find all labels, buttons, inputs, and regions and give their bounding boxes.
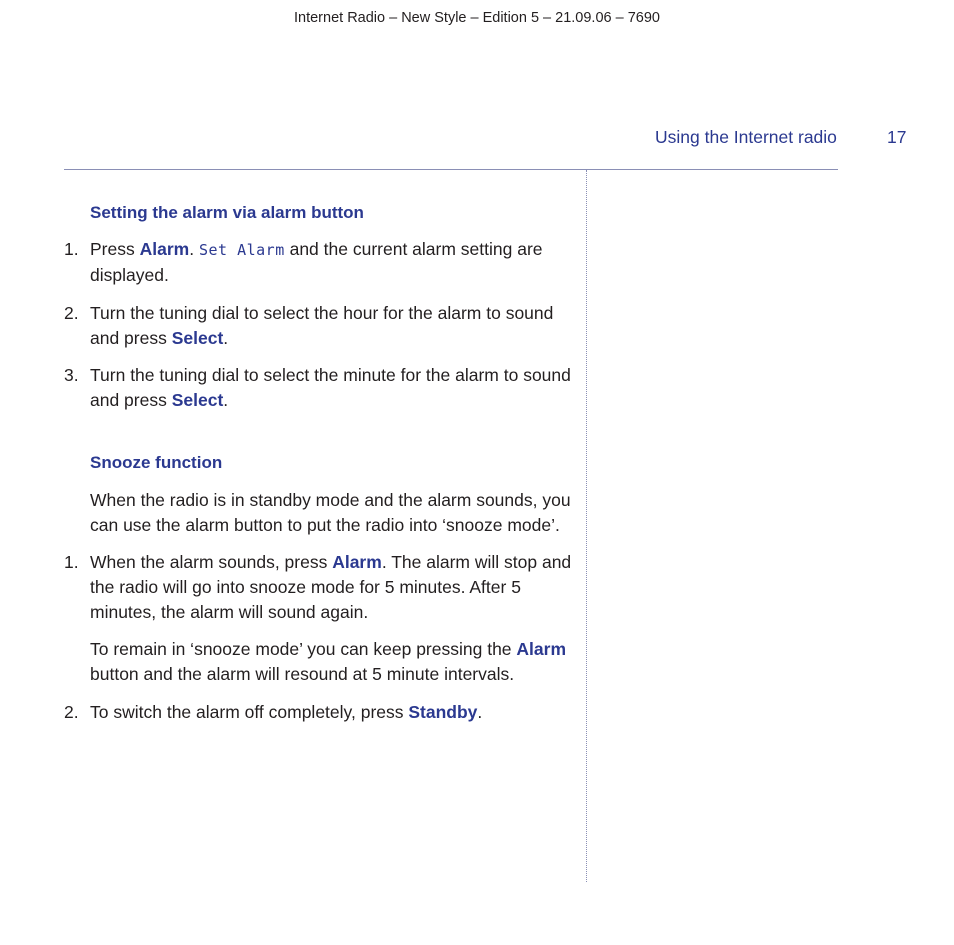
step-number: 2. [64,303,79,323]
display-text-set-alarm: Set Alarm [198,241,285,259]
alarm-step-2 [64,301,572,351]
step-text [90,550,572,625]
snooze-intro: When the radio is in standby mode and the alarm sounds, you can use the alarm button to put the radio into ‘snooze mode’. [90,490,571,535]
select-keyword: Select [171,390,224,410]
snooze-step-1 [64,550,572,625]
text-run: . [189,239,199,259]
text-run: To remain in ‘snooze mode’ you can keep pressing the [90,639,517,659]
step-text [90,301,572,351]
text-run: . [223,390,229,410]
main-column [64,200,572,725]
standby-keyword: Standby [408,702,478,722]
alarm-step-3 [64,363,572,413]
alarm-keyword: Alarm [139,239,190,259]
text-run: . [223,328,229,348]
step-text [90,700,572,725]
step-text [90,237,572,288]
snooze-heading: Snooze function [90,453,223,472]
text-run: . The alarm will stop and the radio will go into snooze mode for 5 minutes. After 5 minutes, the alarm will sound again. [90,552,572,622]
page-number: 17 [887,127,907,147]
snooze-note [90,637,572,687]
column-divider [586,170,587,882]
step-number: 2. [64,702,79,722]
alarm-keyword: Alarm [332,552,382,572]
section-title: Using the Internet radio [655,127,837,147]
text-run: Turn the tuning dial to select the minute for the alarm to sound and press [90,365,571,410]
text-run: To switch the alarm off completely, press [90,702,409,722]
document-header: Internet Radio – New Style – Edition 5 – 21.09.06 – 7690 [294,10,660,26]
header-rule [64,169,838,170]
select-keyword: Select [171,328,224,348]
alarm-step-1 [64,237,572,288]
text-run: and the current alarm setting are displayed. [90,239,543,285]
text-run: When the alarm sounds, press [90,552,333,572]
text-run: . [477,702,483,722]
text-run: Turn the tuning dial to select the hour for the alarm to sound and press [90,303,554,348]
step-number: 3. [64,365,79,385]
step-text [90,363,572,413]
step-number: 1. [64,552,79,572]
alarm-keyword: Alarm [516,639,567,659]
text-run: Press [90,239,140,259]
step-number: 1. [64,239,79,259]
text-run: button and the alarm will resound at 5 minute intervals. [90,664,515,684]
alarm-heading: Setting the alarm via alarm button [90,203,364,222]
snooze-step-2 [64,700,572,725]
